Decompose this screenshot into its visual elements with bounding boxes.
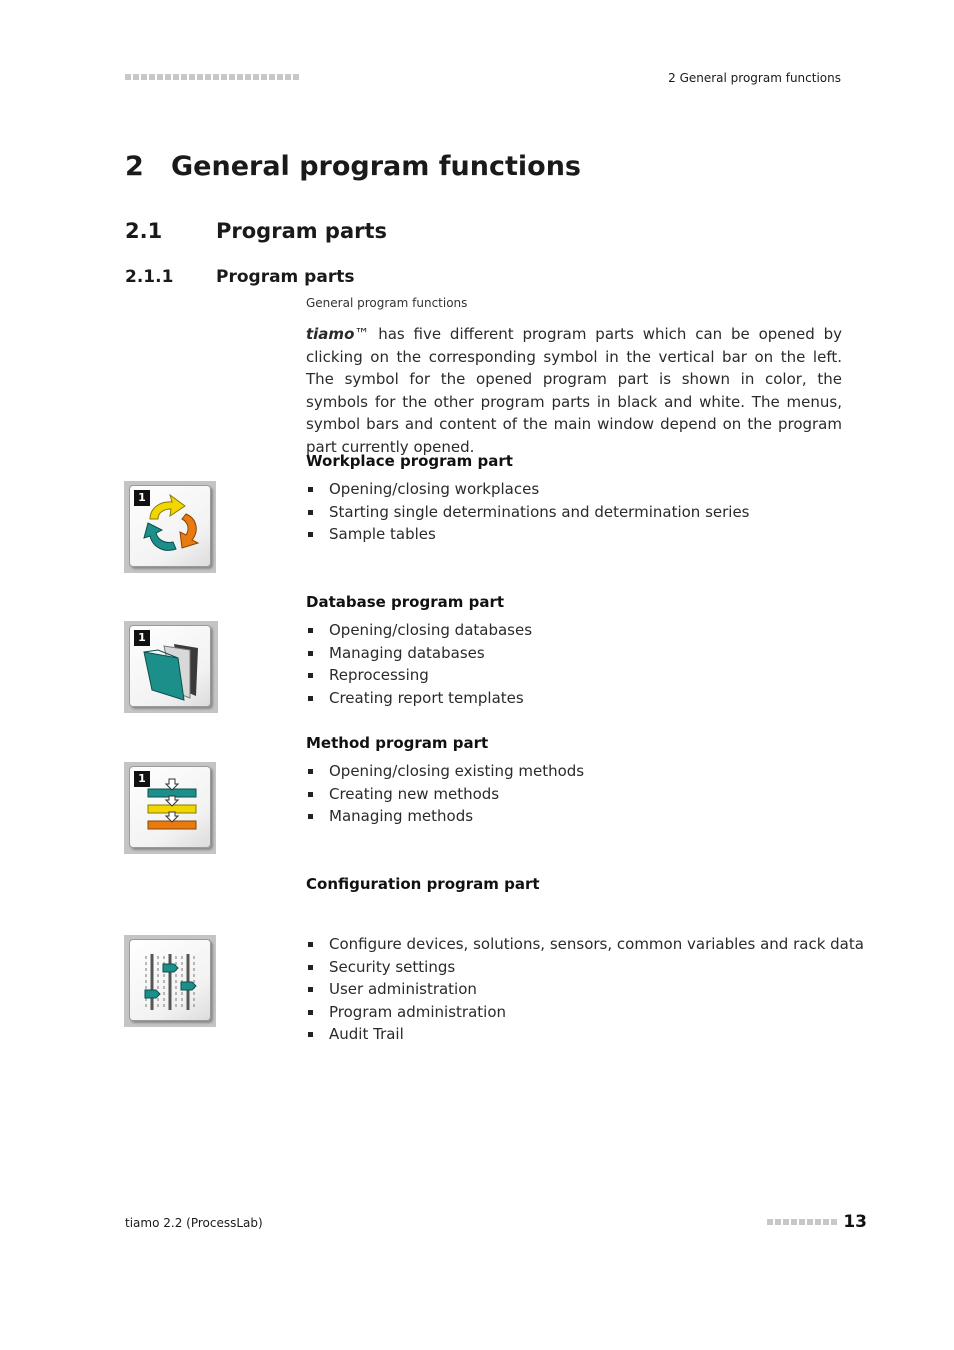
caption: General program functions	[306, 296, 468, 310]
subsection-number: 2.1.1	[125, 267, 174, 287]
chapter-heading	[125, 151, 581, 182]
header-decoration	[125, 74, 299, 80]
database-folder-icon[interactable]	[129, 625, 211, 707]
list-item: User administration	[306, 978, 864, 1001]
configuration-list	[306, 933, 864, 1046]
method-badge: 1	[134, 771, 150, 787]
method-section-title: Method program part	[306, 734, 489, 752]
list-item: Starting single determinations and determination series	[306, 501, 750, 524]
section-title: Program parts	[216, 219, 388, 243]
workplace-badge: 1	[134, 490, 150, 506]
configuration-section-title: Configuration program part	[306, 875, 540, 893]
configuration-icon-frame[interactable]	[124, 935, 216, 1027]
brand-name: tiamo	[306, 325, 355, 343]
intro-text: ™ has five different program parts which can be opened by clicking on the corresponding symbol in the vertical bar on the left. The symbol for the opened program part is shown in color, the symbols for the other program parts in black and white. The menus, symbol bars and content of the main window depend on the program part currently opened.	[306, 325, 842, 456]
list-item: Opening/closing existing methods	[306, 760, 584, 783]
footer-decoration	[767, 1219, 837, 1225]
database-icon-frame[interactable]	[124, 621, 218, 713]
list-item: Creating report templates	[306, 687, 532, 710]
method-icon-frame[interactable]	[124, 762, 216, 854]
workplace-cycle-arrows-icon[interactable]	[129, 485, 211, 567]
list-item: Program administration	[306, 1001, 864, 1024]
footer-page	[767, 1212, 867, 1232]
list-item: Audit Trail	[306, 1023, 864, 1046]
list-item: Managing methods	[306, 805, 584, 828]
list-item: Security settings	[306, 956, 864, 979]
list-item: Sample tables	[306, 523, 750, 546]
chapter-number: 2	[125, 151, 144, 182]
subsection-title: Program parts	[216, 267, 355, 287]
chapter-title: General program functions	[171, 151, 581, 182]
list-item: Reprocessing	[306, 664, 532, 687]
database-list	[306, 619, 532, 709]
configuration-sliders-graphic	[130, 940, 210, 1020]
configuration-sliders-icon[interactable]	[129, 939, 211, 1021]
header-chapter-title: 2 General program functions	[668, 71, 841, 85]
footer-product: tiamo 2.2 (ProcessLab)	[125, 1216, 263, 1230]
list-item: Opening/closing workplaces	[306, 478, 750, 501]
list-item: Creating new methods	[306, 783, 584, 806]
section-number: 2.1	[125, 219, 163, 243]
database-badge: 1	[134, 630, 150, 646]
workplace-icon-frame[interactable]	[124, 481, 216, 573]
section-heading	[125, 219, 387, 243]
workplace-list	[306, 478, 750, 546]
list-item: Managing databases	[306, 642, 532, 665]
workplace-section-title: Workplace program part	[306, 452, 513, 470]
method-list	[306, 760, 584, 828]
intro-paragraph	[306, 323, 842, 459]
list-item: Opening/closing databases	[306, 619, 532, 642]
database-section-title: Database program part	[306, 593, 505, 611]
subsection-heading	[125, 267, 354, 287]
method-sequence-icon[interactable]	[129, 766, 211, 848]
page-number: 13	[843, 1212, 867, 1232]
list-item: Configure devices, solutions, sensors, common variables and rack data	[306, 933, 864, 956]
